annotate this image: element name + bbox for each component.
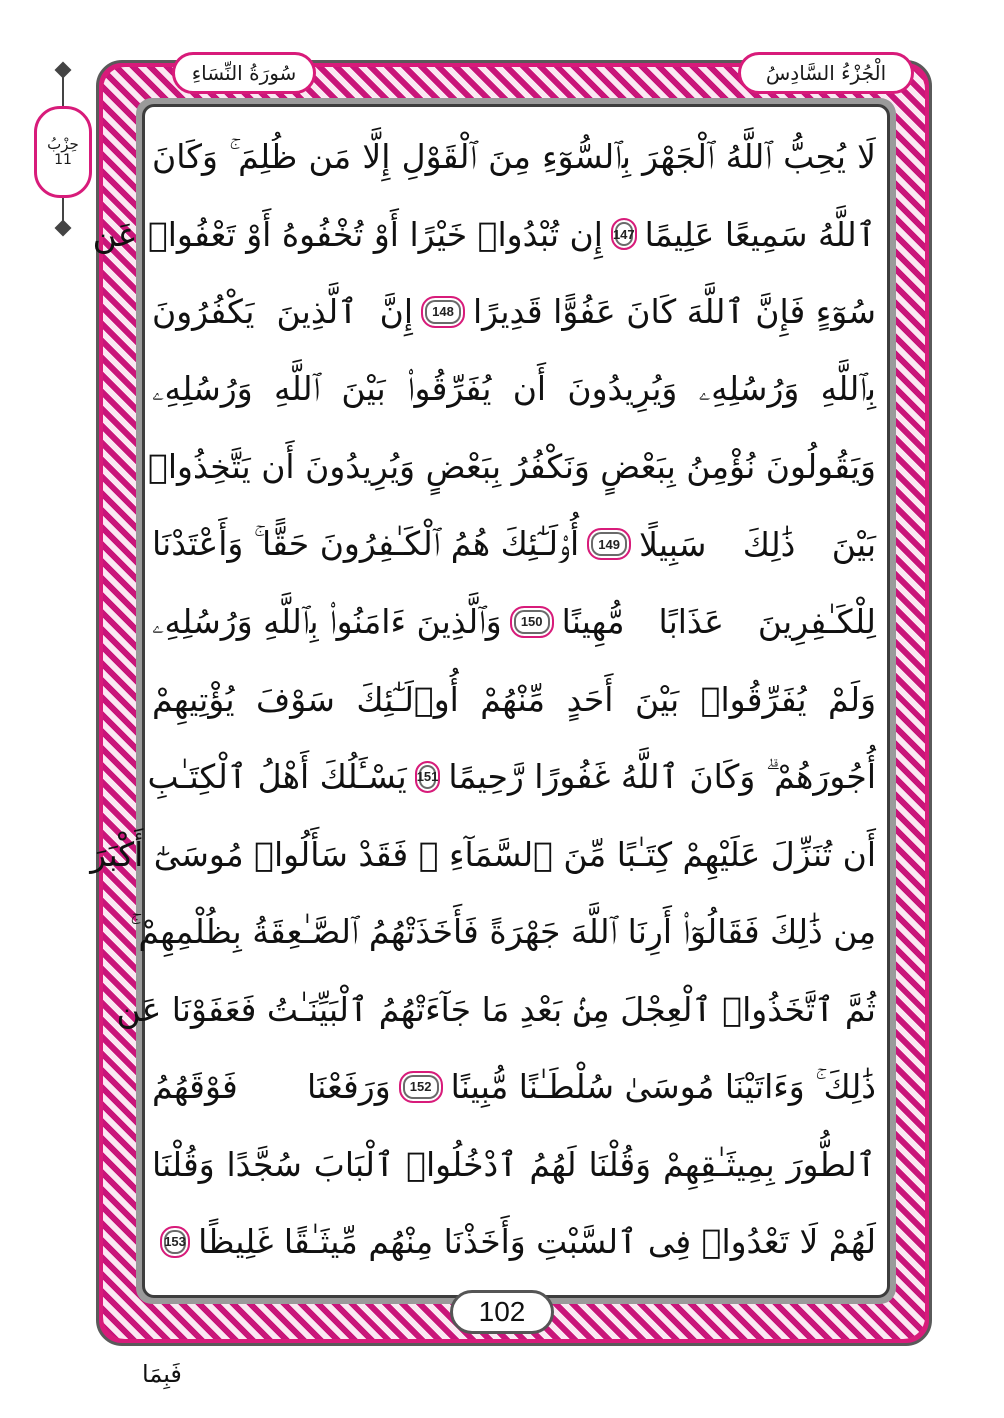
line-text-continuation: إِنَّ ٱلَّذِينَ يَكْفُرُونَ [152, 292, 413, 332]
text-line [147, 738, 876, 816]
text-line [152, 661, 876, 739]
line-text: وَلَمْ يُفَرِّقُوا۟ بَيْنَ أَحَدٍ مِّنْهُمْ أُو۟لَـٰٓئِكَ سَوْفَ يُؤْتِيهِمْ [152, 679, 876, 719]
hizb-box [34, 106, 92, 198]
hizb-marker [28, 64, 98, 234]
line-text: ٱللَّهُ سَمِيعًا عَلِيمًا [644, 214, 876, 254]
text-line [152, 1048, 876, 1126]
text-line [152, 583, 876, 661]
line-text-continuation: وَرَفَعْنَا فَوْقَهُمُ [152, 1067, 391, 1107]
text-line [152, 1126, 876, 1204]
line-text: أَن تُنَزِّلَ عَلَيْهِمْ كِتَـٰبًا مِّنَ ٱلسَّمَآءِ ۚ فَقَدْ سَأَلُوا۟ مُوسَىٰٓ أَكْبَرَ [90, 834, 876, 874]
text-line [152, 1203, 876, 1281]
ayah-number-marker: 148 [421, 296, 465, 328]
text-line [148, 428, 876, 506]
line-text: ٱلطُّورَ بِمِيثَـٰقِهِمْ وَقُلْنَا لَهُمُ ٱدْخُلُوا۟ ٱلْبَابَ سُجَّدًا وَقُلْنَا [152, 1144, 876, 1184]
line-text: سُوٓءٍ فَإِنَّ ٱللَّهَ كَانَ عَفُوًّا قَدِيرًا [473, 292, 876, 332]
quran-text [90, 118, 876, 1281]
juz-title: الْجُزْءُ السَّادِسُ [738, 52, 914, 94]
text-line [130, 893, 876, 971]
line-text: لِلْكَـٰفِرِينَ عَذَابًا مُّهِينًا [561, 602, 876, 642]
line-text: ثُمَّ ٱتَّخَذُوا۟ ٱلْعِجْلَ مِنۢ بَعْدِ مَا جَآءَتْهُمُ ٱلْبَيِّنَـٰتُ فَعَفَوْنَا عَن [116, 989, 876, 1029]
ayah-number-marker: 147 [611, 218, 637, 250]
line-text: بِٱللَّهِ وَرُسُلِهِۦ وَيُرِيدُونَ أَن يُفَرِّقُوا۟ بَيْنَ ٱللَّهِ وَرُسُلِهِۦ [152, 369, 876, 409]
line-text-continuation: أُو۟لَـٰٓئِكَ هُمُ ٱلْكَـٰفِرُونَ حَقًّا ۚ وَأَعْتَدْنَا [152, 524, 580, 564]
line-text-continuation: وَٱلَّذِينَ ءَامَنُوا۟ بِٱللَّهِ وَرُسُلِهِۦ [152, 601, 502, 641]
page-number: 102 [450, 1290, 554, 1334]
ayah-number-marker: 153 [160, 1226, 190, 1258]
line-text: بَيْنَ ذَٰلِكَ سَبِيلًا [639, 524, 876, 564]
ayah-number-marker: 152 [399, 1071, 443, 1103]
line-text: وَيَقُولُونَ نُؤْمِنُ بِبَعْضٍ وَنَكْفُرُ بِبَعْضٍ وَيُرِيدُونَ أَن يَتَّخِذُوا۟ [148, 447, 876, 487]
hizb-number: 11 [54, 152, 72, 169]
line-text: لَهُمْ لَا تَعْدُوا۟ فِى ٱلسَّبْتِ وَأَخَذْنَا مِنْهُم مِّيثَـٰقًا غَلِيظًا [198, 1222, 876, 1262]
line-text-continuation: إِن تُبْدُوا۟ خَيْرًا أَوْ تُخْفُوهُ أَوْ تَعْفُوا۟ عَن [92, 214, 603, 254]
hizb-label: حِزْبُ [47, 134, 79, 153]
text-line [116, 971, 876, 1049]
ayah-number-marker: 149 [587, 528, 631, 560]
line-text-continuation: يَسْـَٔلُكَ أَهْلُ ٱلْكِتَـٰبِ [147, 757, 407, 797]
text-line [152, 506, 876, 584]
text-line [92, 196, 876, 274]
ayah-number-marker: 150 [510, 606, 554, 638]
text-line [152, 351, 876, 429]
text-line [152, 118, 876, 196]
line-text: أُجُورَهُمْ ۗ وَكَانَ ٱللَّهُ غَفُورًا رَّحِيمًا [448, 756, 876, 796]
ayah-number-marker: 151 [415, 761, 441, 793]
text-line [152, 273, 876, 351]
line-text: مِن ذَٰلِكَ فَقَالُوٓا۟ أَرِنَا ٱللَّهَ جَهْرَةً فَأَخَذَتْهُمُ ٱلصَّـٰعِقَةُ بِظُلْمِهِمْ ۚ [130, 911, 876, 951]
catchword: فَبِمَا [142, 1360, 182, 1388]
line-text: لَا يُحِبُّ ٱللَّهُ ٱلْجَهْرَ بِٱلسُّوٓءِ مِنَ ٱلْقَوْلِ إِلَّا مَن ظُلِمَ ۚ وَكَانَ [152, 136, 876, 176]
hizb-bottom-ornament-icon [55, 220, 72, 237]
line-text: ذَٰلِكَ ۚ وَءَاتَيْنَا مُوسَىٰ سُلْطَـٰنًا مُّبِينًا [450, 1066, 876, 1106]
surah-title: سُورَةُ النِّسَاءِ [172, 52, 316, 94]
text-line [90, 816, 876, 894]
hizb-top-stem [62, 74, 64, 106]
